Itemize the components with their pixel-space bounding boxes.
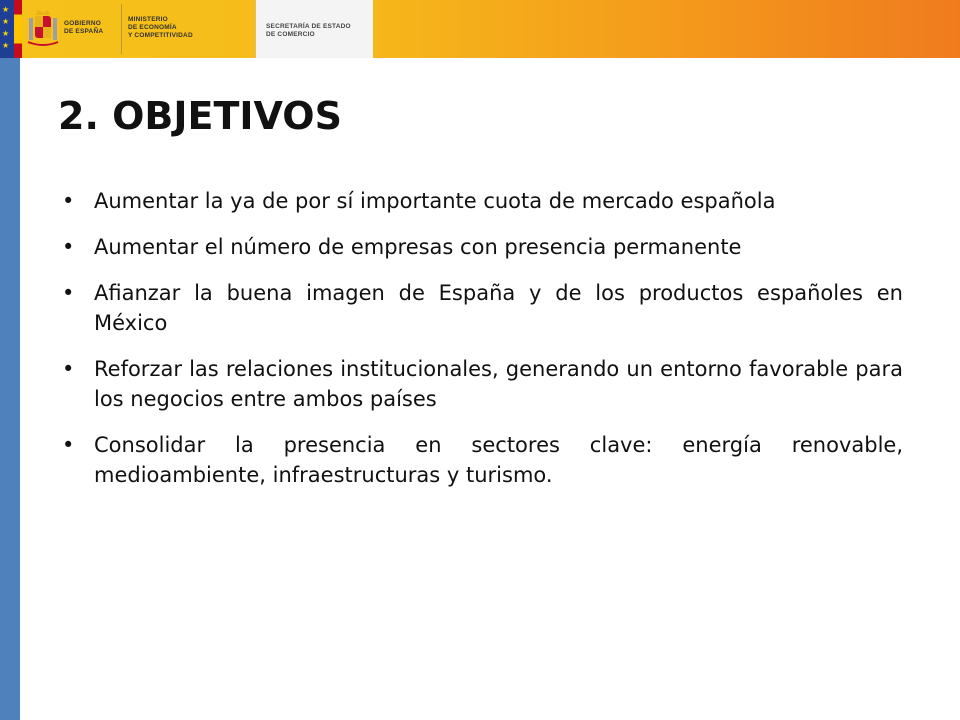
list-item: • Aumentar el número de empresas con presencia permanente: [58, 232, 903, 262]
list-item: • Aumentar la ya de por sí importante cuota de mercado española: [58, 186, 903, 216]
government-logo: [26, 6, 120, 50]
ministry-label: MINISTERIO DE ECONOMÍA Y COMPETITIVIDAD: [128, 16, 193, 39]
government-label: GOBIERNO DE ESPAÑA: [64, 20, 104, 35]
eu-flag-icon: ★ ★ ★ ★: [0, 0, 20, 58]
secretariat-label: SECRETARÍA DE ESTADO DE COMERCIO: [266, 23, 351, 38]
list-item: • Afianzar la buena imagen de España y de los productos españoles en México: [58, 278, 903, 338]
bullet-icon: •: [62, 189, 75, 213]
coat-of-arms-icon: [26, 8, 60, 48]
header-divider: [255, 0, 256, 58]
bullet-icon: •: [62, 235, 75, 259]
slide-title: 2. OBJETIVOS: [58, 94, 342, 138]
list-item: • Consolidar la presencia en sectores clave: energía renovable, medioambiente, infraestructuras y turismo.: [58, 430, 903, 490]
left-accent-bar: [0, 58, 20, 720]
spain-flag-icon: [14, 0, 22, 58]
bullet-icon: •: [62, 281, 75, 305]
objectives-list: [58, 186, 903, 506]
header-divider: [121, 4, 122, 54]
bullet-icon: •: [62, 433, 75, 457]
list-item: • Reforzar las relaciones institucionales, generando un entorno favorable para los negocios entre ambos países: [58, 354, 903, 414]
bullet-icon: •: [62, 357, 75, 381]
